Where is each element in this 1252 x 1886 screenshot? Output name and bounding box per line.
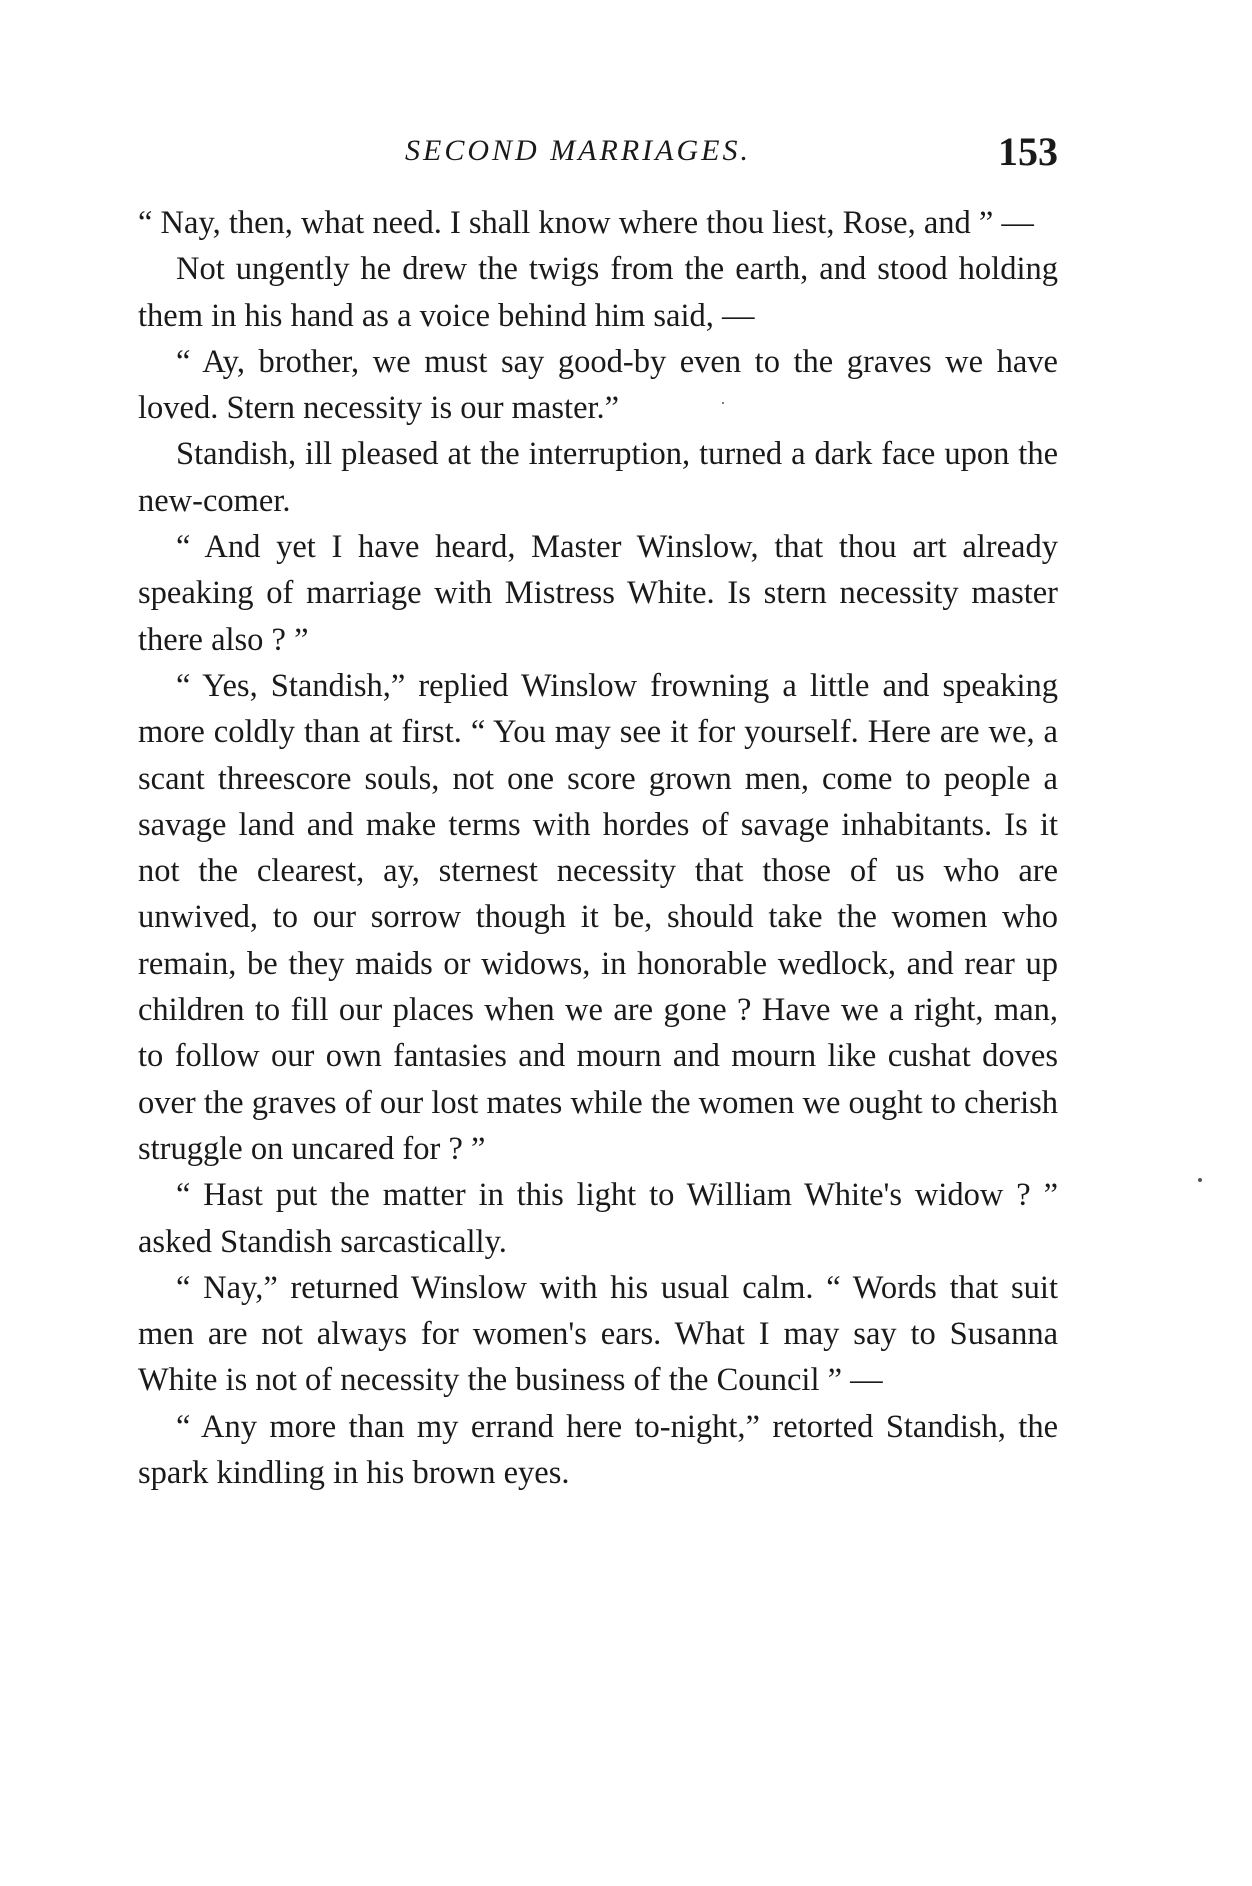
paragraph-9: “ Any more than my errand here to-night,” retorted Standish, the spark kindling in his brown eyes. [138, 1408, 1058, 1492]
paragraph-6: “ Yes, Standish,” replied Winslow frowning a little and speaking more coldly than at first. “ You may see it for yourself. Here are we, a scant threescore souls, not one score grown men, come to people a savage land and make terms with hordes of savage inhabitants. Is it not the clearest, ay, sternest necessity that those of us who are unwived, to our sorrow though it be, should take the women who remain, be they maids or widows, in honorable wedlock, and rear up children to fill our places when we are gone ? Have we a right, man, to follow our own fantasies and mourn and mourn like cushat doves over the graves of our lost mates while the women we ought to cherish struggle on uncared for ? ” [138, 667, 1058, 1167]
paragraph-2: Not ungently he drew the twigs from the earth, and stood holding them in his hand as a voice behind him said, — [138, 251, 1058, 334]
paragraph-1: “ Nay, then, what need. I shall know where thou liest, Rose, and ” — [138, 205, 1034, 241]
page-number: 153 [998, 129, 1058, 174]
print-speck [722, 402, 724, 404]
body-text [138, 200, 1058, 1496]
paragraph-3: “ Ay, brother, we must say good-by even to the graves we have loved. Stern necessity is our master.” [138, 343, 1058, 427]
paragraph-4: Standish, ill pleased at the interruption, turned a dark face upon the new-comer. [138, 436, 1058, 519]
paragraph-7: “ Hast put the matter in this light to William White's widow ? ” asked Standish sarcastically. [138, 1177, 1058, 1260]
print-speck [1198, 1178, 1202, 1182]
paragraph-8: “ Nay,” returned Winslow with his usual calm. “ Words that suit men are not always for women's ears. What I may say to Susanna White is not of necessity the business of the Council ” — [138, 1269, 1058, 1399]
paragraph-5: “ And yet I have heard, Master Winslow, that thou art already speaking of marriage with Mistress White. Is stern necessity master there also ? ” [138, 529, 1058, 658]
running-title: SECOND MARRIAGES. [405, 134, 751, 167]
running-head [138, 128, 1058, 178]
